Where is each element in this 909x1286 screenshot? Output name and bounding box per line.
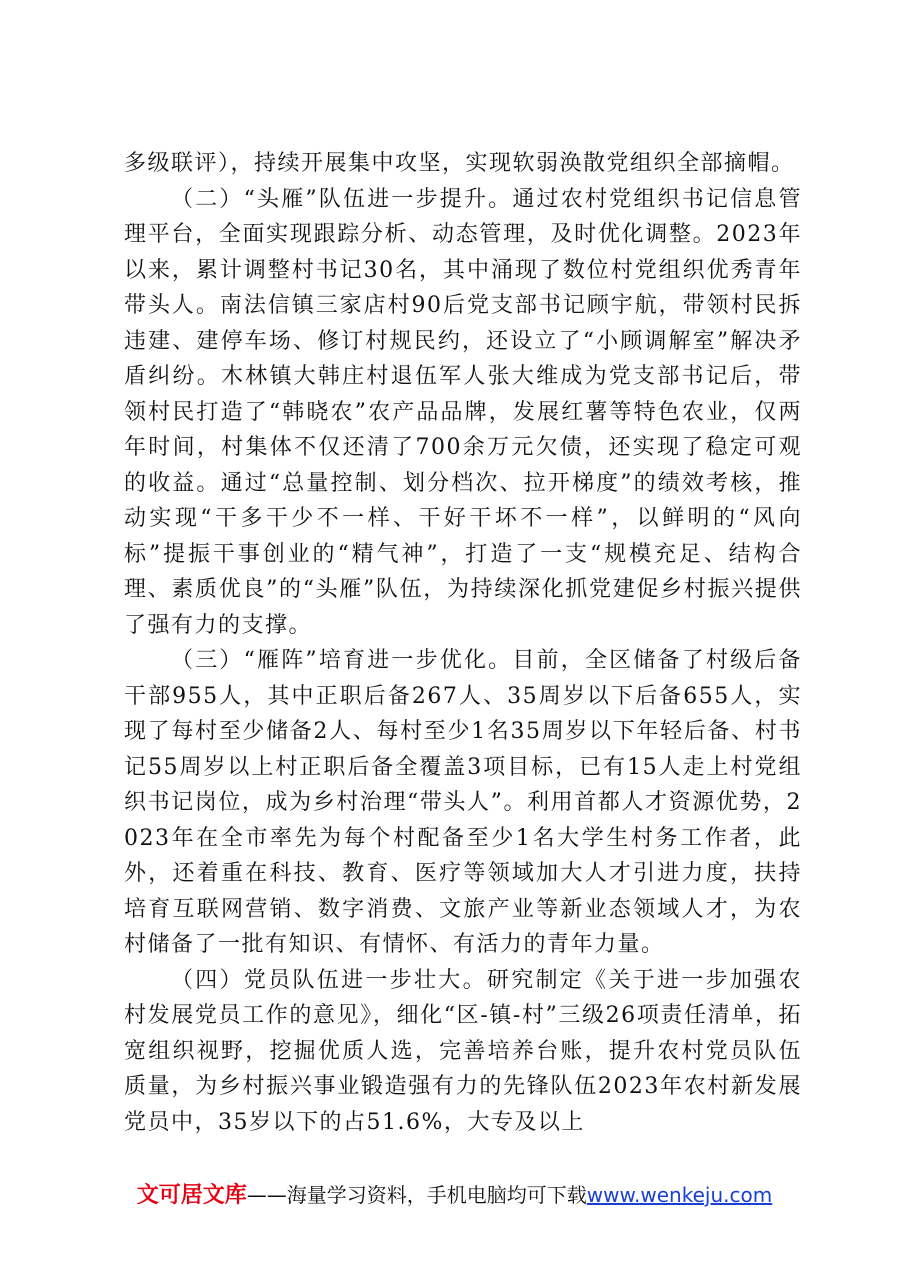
paragraph-geese-formation: （三）“雁阵”培育进一步优化。目前，全区储备了村级后备干部955人，其中正职后备267人、35周岁以下后备655人，实现了每村至少储备2人、每村至少1名35周岁以下年轻后备、村书记55周岁以上村正职后备全覆盖3项目标，已有15人走上村党组织书记岗位，成为乡村治理“带头人”。利用首都人才资源优势，2023年在全市率先为每个村配备至少1名大学生村务工作者，此外，还着重在科技、教育、医疗等领域加大人才引进力度，扶持培育互联网营销、数字消费、文旅产业等新业态领域人才，为农村储备了一批有知识、有情怀、有活力的青年力量。 — [124, 648, 802, 957]
footer-site-link[interactable]: www.wenkeju.com — [586, 1183, 773, 1207]
document-body — [124, 146, 802, 1140]
footer-brand: 文可居文库 — [136, 1183, 247, 1208]
footer-banner — [0, 1180, 909, 1211]
paragraph-party-member-team: （四）党员队伍进一步壮大。研究制定《关于进一步加强农村发展党员工作的意见》，细化“区-镇-村”三级26项责任清单，拓宽组织视野，挖掘优质人选，完善培养台账，提升农村党员队伍质量，为乡村振兴事业锻造强有力的先锋队伍2023年农村新发展党员中，35岁以下的占51.6%，大专及以上 — [124, 967, 802, 1135]
footer-slogan: ——海量学习资料，手机电脑均可下载 — [246, 1183, 587, 1207]
paragraph-head-geese-team: （二）“头雁”队伍进一步提升。通过农村党组织书记信息管理平台，全面实现跟踪分析、动态管理，及时优化调整。2023年以来，累计调整村书记30名，其中涌现了数位村党组织优秀青年带头人。南法信镇三家店村90后党支部书记顾宇航，带领村民拆违建、建停车场、修订村规民约，还设立了“小顾调解室”解决矛盾纠纷。木林镇大韩庄村退伍军人张大维成为党支部书记后，带领村民打造了“韩晓农”农产品品牌，发展红薯等特色农业，仅两年时间，村集体不仅还清了700余万元欠债，还实现了稳定可观的收益。通过“总量控制、划分档次、拉开梯度”的绩效考核，推动实现“干多干少不一样、干好干坏不一样”，以鲜明的“风向标”提振干事创业的“精气神”，打造了一支“规模充足、结构合理、素质优良”的“头雁”队伍，为持续深化抓党建促乡村振兴提供了强有力的支撑。 — [124, 186, 802, 638]
paragraph-continued: 多级联评），持续开展集中攻坚，实现软弱涣散党组织全部摘帽。 — [124, 151, 795, 176]
